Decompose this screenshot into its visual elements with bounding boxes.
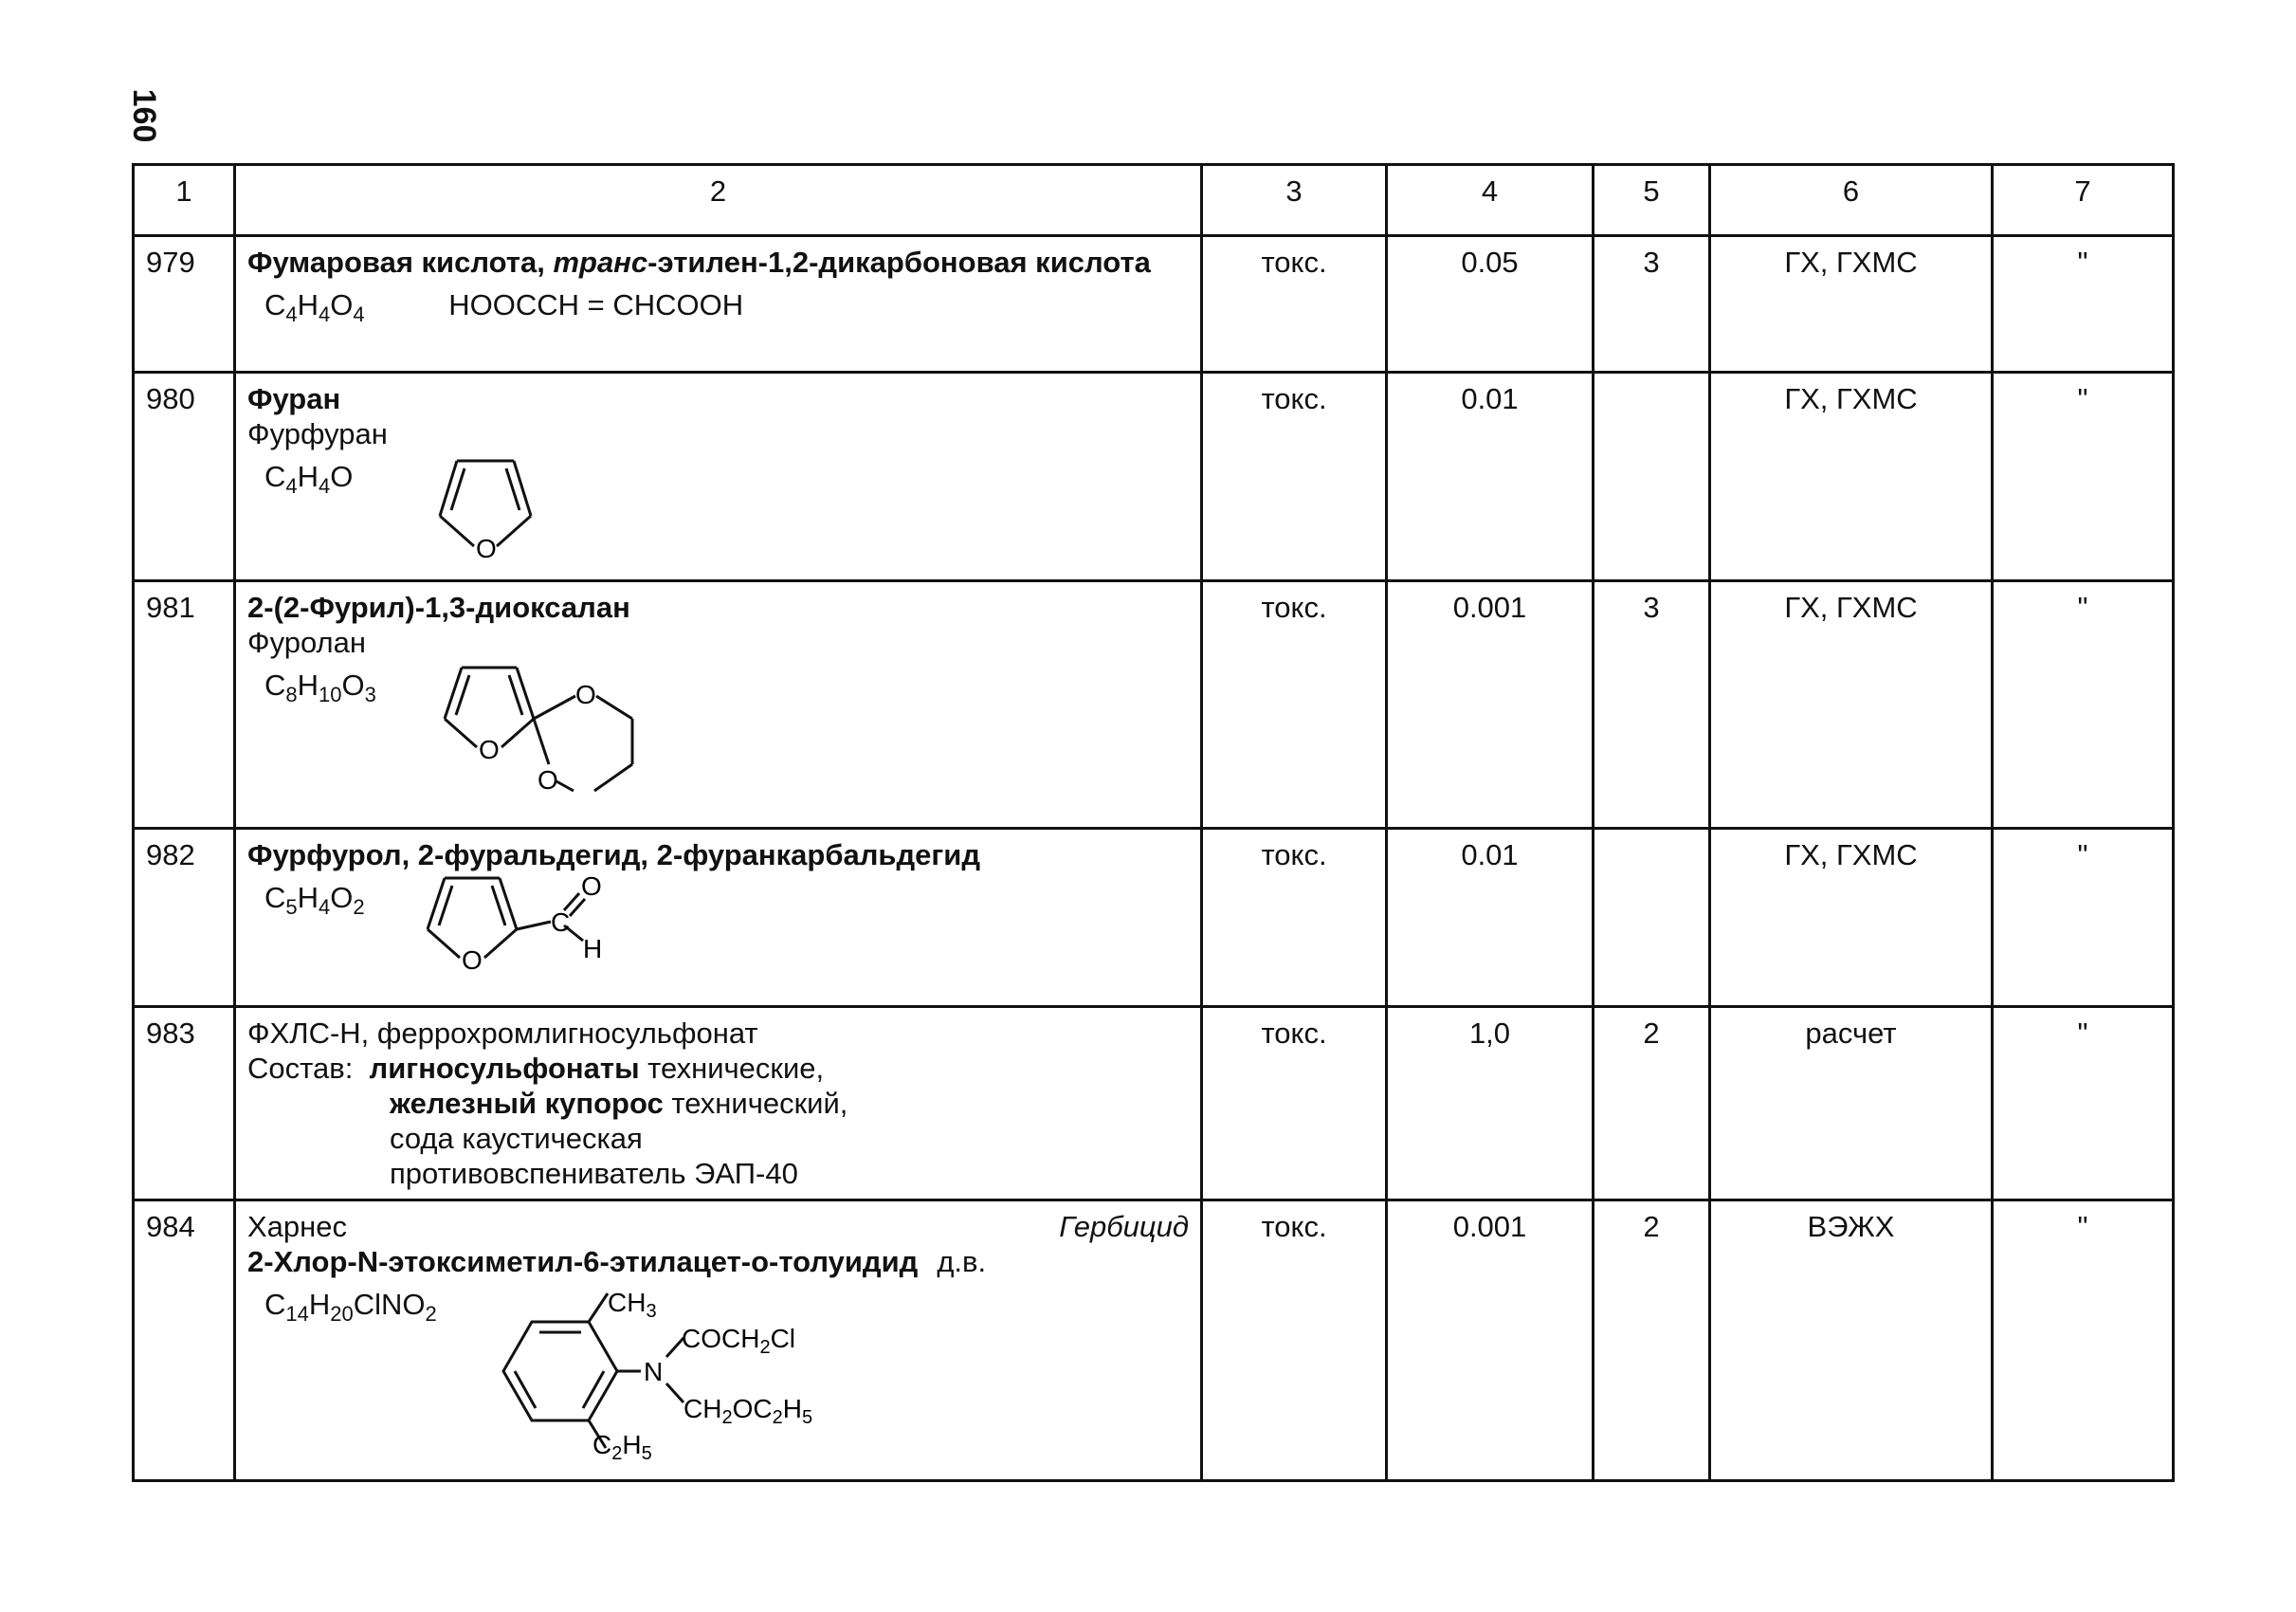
synonym: Фуролан <box>247 626 366 659</box>
cell-7: " <box>1993 373 2174 581</box>
chemical-formula: $C_5H_4O_2$ <box>264 881 365 920</box>
furyl-dioxane-structure <box>443 660 670 802</box>
synonym: Фурфуран <box>247 417 388 450</box>
iupac-line <box>247 1244 1189 1279</box>
cell-4: 0.001 <box>1387 581 1594 829</box>
chemical-formula: $C_4H_4O$ <box>264 460 354 499</box>
oxygen-label: O <box>461 945 483 975</box>
composition-item: сода каустическая <box>390 1122 643 1155</box>
cell-7: " <box>1993 1200 2174 1481</box>
cell-5: 3 <box>1594 236 1710 373</box>
cell-5: 2 <box>1594 1007 1710 1200</box>
nitrogen-label: N <box>643 1357 664 1386</box>
header-cell-5: 5 <box>1594 165 1710 236</box>
substance-name: Фуран <box>247 382 341 415</box>
header-cell-7: 7 <box>1993 165 2174 236</box>
chloroacetyl-label: $COCH_2Cl$ <box>681 1324 795 1358</box>
cell-6: ГХ, ГХМС <box>1710 581 1993 829</box>
row-number: 979 <box>134 236 235 373</box>
substance-name: ФХЛС-Н, феррохромлигносульфонат <box>247 1017 758 1050</box>
composition-item: железный купорос технический, <box>390 1087 848 1120</box>
cell-4: 0.05 <box>1387 236 1594 373</box>
formula-line <box>247 287 1189 332</box>
header-cell-2: 2 <box>235 165 1202 236</box>
iupac-name: 2-Хлор-N-этоксиметил-6-этилацет-о-толуидид <box>247 1245 919 1278</box>
oxygen-label: O <box>478 735 500 764</box>
chemical-formula: $C_8H_{10}O_3$ <box>264 669 376 707</box>
furfural-structure <box>422 872 611 977</box>
header-cell-4: 4 <box>1387 165 1594 236</box>
substance-cell <box>235 829 1202 1007</box>
chemical-formula: $C_4H_4O_4$ <box>264 288 365 327</box>
cell-6: ВЭЖХ <box>1710 1200 1993 1481</box>
carbon-label: C <box>550 907 570 937</box>
substance-cell <box>235 236 1202 373</box>
cell-3: токс. <box>1202 581 1387 829</box>
structure-text: HOOCCH = CHCOOH <box>448 288 744 321</box>
furan-structure <box>428 451 561 565</box>
substance-cell <box>235 1007 1202 1200</box>
substance-name: Фурфурол, 2-фуральдегид, 2-фуранкарбальдегид <box>247 838 981 871</box>
cell-6: расчет <box>1710 1007 1993 1200</box>
oxygen-label: O <box>574 680 596 709</box>
cell-3: токс. <box>1202 373 1387 581</box>
cell-7: " <box>1993 829 2174 1007</box>
cell-7: " <box>1993 1007 2174 1200</box>
row-number: 984 <box>134 1200 235 1481</box>
acetochlor-structure <box>494 1279 873 1459</box>
header-cell-6: 6 <box>1710 165 1993 236</box>
cell-5: 2 <box>1594 1200 1710 1481</box>
cell-3: токс. <box>1202 829 1387 1007</box>
table-row <box>134 1007 2174 1200</box>
oxygen-label: O <box>476 534 498 563</box>
cell-4: 0.01 <box>1387 829 1594 1007</box>
substance-name: Фумаровая кислота, транс-этилен-1,2-дикарбоновая кислота <box>247 246 1151 279</box>
table-row <box>134 829 2174 1007</box>
hydrogen-label: H <box>582 934 602 963</box>
cell-5 <box>1594 373 1710 581</box>
cell-7: " <box>1993 236 2174 373</box>
substance-name: 2-(2-Фурил)-1,3-диоксалан <box>247 591 630 624</box>
cell-5: 3 <box>1594 581 1710 829</box>
composition-item: противовспениватель ЭАП-40 <box>390 1157 798 1190</box>
ethoxymethyl-label: $CH_2OC_2H_5$ <box>683 1394 812 1428</box>
cell-3: токс. <box>1202 1200 1387 1481</box>
composition: Состав: лигносульфонаты технические, <box>247 1052 825 1085</box>
cell-5 <box>1594 829 1710 1007</box>
substance-name-line <box>247 1209 1189 1244</box>
row-number: 980 <box>134 373 235 581</box>
substance-cell <box>235 373 1202 581</box>
chemical-formula: $C_{14}H_{20}ClNO_2$ <box>264 1288 437 1327</box>
ethyl-label: $C_2H_5$ <box>592 1430 652 1459</box>
active-substance-note: д.в. <box>937 1245 987 1278</box>
substances-table <box>132 163 2175 1482</box>
cell-6: ГХ, ГХМС <box>1710 236 1993 373</box>
table-row <box>134 1200 2174 1481</box>
row-number: 982 <box>134 829 235 1007</box>
row-number: 981 <box>134 581 235 829</box>
table-row <box>134 236 2174 373</box>
methyl-label: $CH_3$ <box>607 1288 657 1322</box>
cell-4: 0.001 <box>1387 1200 1594 1481</box>
cell-3: токс. <box>1202 1007 1387 1200</box>
header-cell-3: 3 <box>1202 165 1387 236</box>
substance-cell <box>235 1200 1202 1481</box>
cell-3: токс. <box>1202 236 1387 373</box>
table-row <box>134 373 2174 581</box>
table-row <box>134 581 2174 829</box>
substance-category: Гербицид <box>1059 1210 1189 1243</box>
cell-4: 1,0 <box>1387 1007 1594 1200</box>
header-row <box>134 165 2174 236</box>
cell-6: ГХ, ГХМС <box>1710 829 1993 1007</box>
oxygen-label: O <box>537 765 558 795</box>
cell-6: ГХ, ГХМС <box>1710 373 1993 581</box>
page-number: 160 <box>126 88 162 143</box>
header-cell-1: 1 <box>134 165 235 236</box>
cell-7: " <box>1993 581 2174 829</box>
substance-cell <box>235 581 1202 829</box>
cell-4: 0.01 <box>1387 373 1594 581</box>
substance-name: Харнес <box>247 1210 348 1243</box>
row-number: 983 <box>134 1007 235 1200</box>
oxygen-label: O <box>580 872 602 901</box>
